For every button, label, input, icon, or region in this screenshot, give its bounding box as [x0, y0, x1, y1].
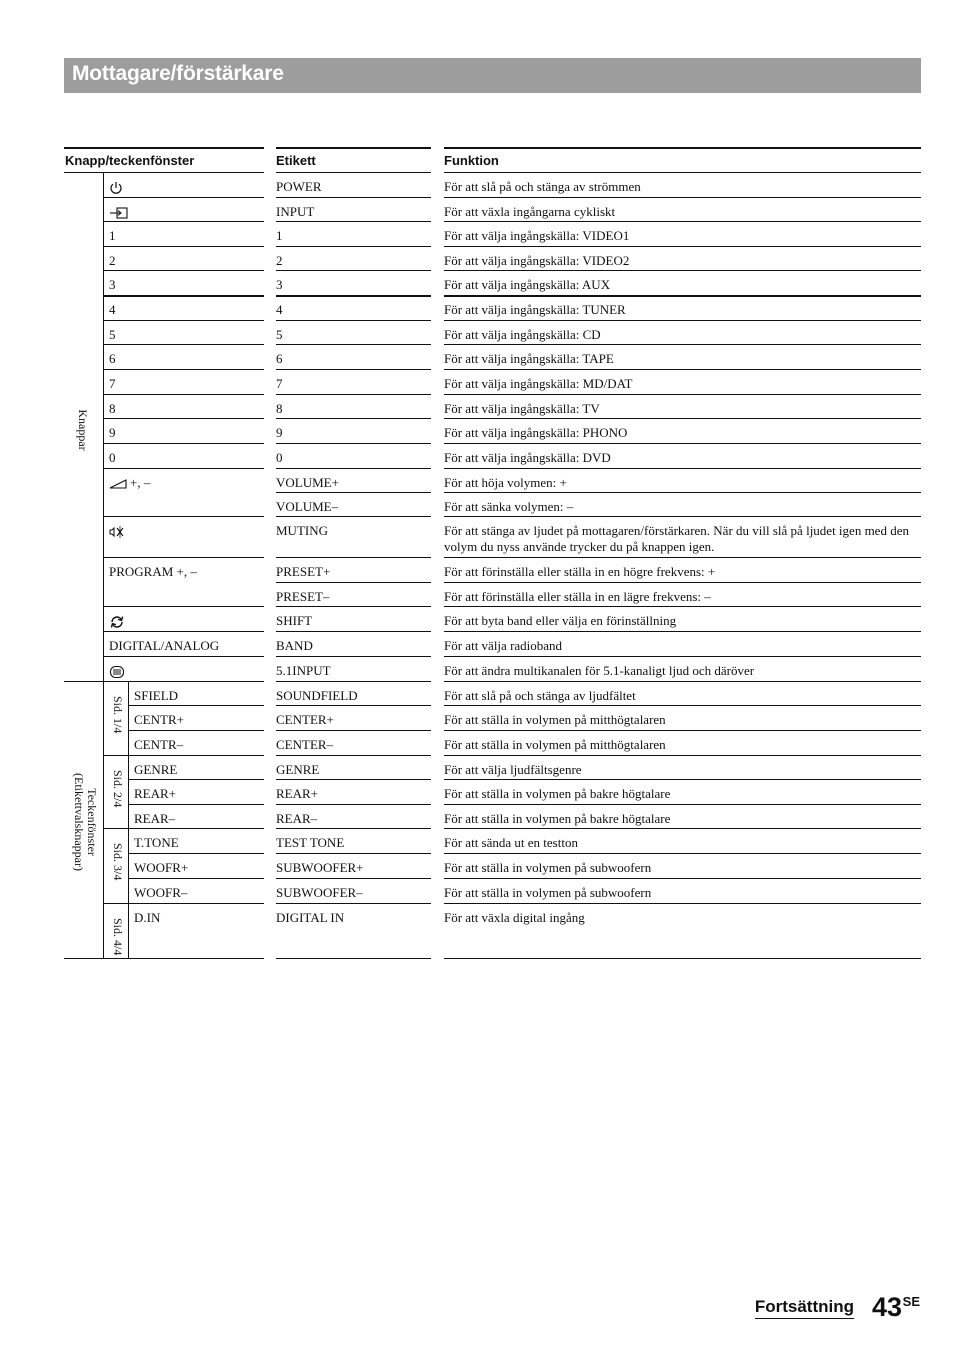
- button-cell-content: [109, 475, 150, 491]
- button-cell-content: [134, 860, 188, 876]
- table-row-label-cell: [276, 558, 431, 583]
- table-row-label-cell: [276, 395, 431, 419]
- button-text: 0: [109, 450, 116, 465]
- button-cell-content: [134, 688, 178, 704]
- table-row-button-cell: [103, 657, 264, 682]
- function-text: För att välja ingångskälla: MD/DAT: [444, 376, 633, 391]
- table-row-button-cell: [103, 271, 264, 296]
- table-row-function-cell: [444, 271, 921, 296]
- section-header-bar: [64, 58, 921, 93]
- table-row-button-cell: [103, 444, 264, 469]
- button-cell-content: [109, 376, 116, 392]
- label-text: PRESET+: [276, 564, 331, 579]
- muting-icon: [109, 525, 125, 539]
- label-text: CENTER–: [276, 737, 334, 752]
- table-row-label-cell: [276, 493, 431, 517]
- table-row-button-cell: [103, 345, 264, 370]
- table-row-button-cell: [103, 419, 264, 444]
- label-text: SOUNDFIELD: [276, 688, 358, 703]
- table-row-label-cell: [276, 271, 431, 296]
- label-text: SUBWOOFER–: [276, 885, 363, 900]
- function-text: För att ställa in volymen på mitthögtalaren: [444, 712, 666, 727]
- label-text: 0: [276, 450, 283, 465]
- table-row-label-cell: [276, 370, 431, 395]
- column-header-function: Funktion: [444, 147, 921, 173]
- table-row-button-cell: [103, 558, 264, 583]
- table-row-button-cell: [103, 173, 264, 198]
- button-cell-content: [134, 737, 183, 753]
- group-label-display-line2: (Etikettvalsknappar): [72, 773, 86, 871]
- button-text: 8: [109, 401, 116, 416]
- function-text: För att ställa in volymen på bakre högtalare: [444, 811, 671, 826]
- label-text: VOLUME+: [276, 475, 339, 490]
- table-row-label-cell: [276, 607, 431, 632]
- button-cell-content: [109, 638, 219, 654]
- button-cell-content: [134, 835, 179, 851]
- button-text: WOOFR–: [134, 885, 188, 900]
- table-row-button-cell: [128, 706, 264, 731]
- button-text: REAR–: [134, 811, 176, 826]
- label-text: 4: [276, 302, 283, 317]
- table-row-function-cell: [444, 854, 921, 879]
- table-row-label-cell: [276, 879, 431, 904]
- function-text: För att ställa in volymen på subwoofern: [444, 885, 652, 900]
- table-row-button-cell: [103, 370, 264, 395]
- table-row-button-cell: [103, 222, 264, 247]
- button-text: 1: [109, 228, 116, 243]
- group-divider: [276, 295, 431, 297]
- button-text: CENTR–: [134, 737, 184, 752]
- table-row-button-cell: [128, 780, 264, 805]
- table-row-label-cell: [276, 321, 431, 345]
- label-text: INPUT: [276, 204, 315, 219]
- group-column-divider: [103, 173, 104, 959]
- function-text: För att förinställa eller ställa in en högre frekvens: +: [444, 564, 716, 579]
- button-text: SFIELD: [134, 688, 179, 703]
- button-text: PROGRAM +, –: [109, 564, 197, 579]
- page-label: Sid. 4/4: [111, 918, 125, 956]
- function-text: För att förinställa eller ställa in en lägre frekvens: –: [444, 589, 711, 604]
- function-text: För att stänga av ljudet på mottagaren/förstärkaren. När du vill slå på ljudet igen med den volym du nyss använde trycker du på knappen igen.: [444, 523, 909, 554]
- table-row-button-cell: [103, 517, 264, 558]
- button-cell-content: [109, 450, 116, 466]
- table-row-function-cell: [444, 493, 921, 517]
- multichannel-icon: [109, 665, 125, 679]
- table-row-function-cell: [444, 395, 921, 419]
- shift-icon: [109, 614, 125, 630]
- table-row-function-cell: [444, 517, 921, 558]
- table-row-function-cell: [444, 805, 921, 829]
- label-text: TEST TONE: [276, 835, 345, 850]
- function-text: För att välja ingångskälla: AUX: [444, 277, 611, 292]
- button-text: 6: [109, 351, 116, 366]
- function-text: För att växla ingångarna cykliskt: [444, 204, 616, 219]
- table-row-function-cell: [444, 879, 921, 904]
- label-text: PRESET–: [276, 589, 330, 604]
- button-cell-content: [134, 910, 160, 926]
- table-row-label-cell: [276, 198, 431, 222]
- button-text: CENTR+: [134, 712, 184, 727]
- label-text: 1: [276, 228, 283, 243]
- button-text: WOOFR+: [134, 860, 189, 875]
- label-text: 9: [276, 425, 283, 440]
- table-row-function-cell: [444, 682, 921, 706]
- page-title: Mottagare/förstärkare: [72, 62, 284, 85]
- page-number: 43: [871, 1292, 902, 1322]
- button-cell-content: [109, 327, 116, 343]
- table-row-label-cell: [276, 756, 431, 780]
- button-cell-content: [109, 523, 125, 539]
- function-text: För att välja radioband: [444, 638, 563, 653]
- table-row-function-cell: [444, 829, 921, 854]
- function-text: För att sända ut en testton: [444, 835, 578, 850]
- button-text: 7: [109, 376, 116, 391]
- table-row-button-cell: [103, 493, 264, 517]
- table-row-function-cell: [444, 706, 921, 731]
- table-row-label-cell: [276, 904, 431, 959]
- button-cell-content: [109, 179, 123, 195]
- button-cell-content: [109, 253, 116, 269]
- table-row-button-cell: [103, 469, 264, 493]
- table-row-function-cell: [444, 657, 921, 682]
- button-cell-content: [109, 351, 116, 367]
- table-row-button-cell: [103, 395, 264, 419]
- table-row-label-cell: [276, 222, 431, 247]
- table-row-function-cell: [444, 469, 921, 493]
- table-row-button-cell: [103, 296, 264, 321]
- table-row-function-cell: [444, 345, 921, 370]
- button-cell-content: [109, 228, 116, 244]
- button-text: GENRE: [134, 762, 178, 777]
- function-text: För att ställa in volymen på mitthögtalaren: [444, 737, 666, 752]
- table-row-label-cell: [276, 173, 431, 198]
- page-separator: [103, 828, 128, 829]
- function-text: För att ändra multikanalen för 5.1-kanaligt ljud och däröver: [444, 663, 755, 678]
- table-row-label-cell: [276, 854, 431, 879]
- page-suffix: SE: [902, 1294, 920, 1309]
- column-header-button: Knapp/teckenfönster: [64, 147, 264, 173]
- table-row-button-cell: [103, 321, 264, 345]
- label-text: 6: [276, 351, 283, 366]
- table-row-function-cell: [444, 632, 921, 657]
- page-label: Sid. 3/4: [111, 843, 125, 881]
- table-row-function-cell: [444, 321, 921, 345]
- table-row-function-cell: [444, 583, 921, 607]
- function-text: För att sänka volymen: –: [444, 499, 574, 514]
- function-text: För att byta band eller välja en förinställning: [444, 613, 677, 628]
- button-cell-content: [134, 712, 184, 728]
- button-cell-content: [109, 613, 125, 630]
- table-row-button-cell: [103, 632, 264, 657]
- label-text: VOLUME–: [276, 499, 339, 514]
- table-row-button-cell: [128, 682, 264, 706]
- label-text: 5.1INPUT: [276, 663, 331, 678]
- table-row-function-cell: [444, 780, 921, 805]
- label-text: SUBWOOFER+: [276, 860, 364, 875]
- table-row-button-cell: [103, 607, 264, 632]
- function-text: För att växla digital ingång: [444, 910, 585, 925]
- table-row-label-cell: [276, 419, 431, 444]
- table-row-label-cell: [276, 706, 431, 731]
- table-row-label-cell: [276, 805, 431, 829]
- power-icon: [109, 181, 123, 195]
- page-separator: [103, 755, 128, 756]
- table-row-button-cell: [128, 854, 264, 879]
- group-separator: [64, 681, 264, 682]
- volume-icon: [109, 478, 127, 490]
- table-row-function-cell: [444, 558, 921, 583]
- function-text: För att slå på och stänga av ljudfältet: [444, 688, 636, 703]
- table-row-label-cell: [276, 682, 431, 706]
- group-label-display: [72, 762, 98, 882]
- table-row-button-cell: [103, 198, 264, 222]
- label-text: 8: [276, 401, 283, 416]
- button-text: REAR+: [134, 786, 177, 801]
- button-text: +, –: [130, 475, 151, 490]
- button-text: 5: [109, 327, 116, 342]
- function-text: För att välja ingångskälla: CD: [444, 327, 601, 342]
- table-row-function-cell: [444, 419, 921, 444]
- label-text: 2: [276, 253, 283, 268]
- button-text: 2: [109, 253, 116, 268]
- table-row-label-cell: [276, 829, 431, 854]
- page-column-divider: [128, 682, 129, 959]
- continued-label: Fortsättning: [755, 1297, 854, 1319]
- table-row-button-cell: [128, 904, 264, 959]
- label-text: GENRE: [276, 762, 320, 777]
- label-text: REAR+: [276, 786, 319, 801]
- table-row-label-cell: [276, 657, 431, 682]
- table-row-label-cell: [276, 517, 431, 558]
- table-row-button-cell: [128, 756, 264, 780]
- button-cell-content: [134, 762, 177, 778]
- table-row-button-cell: [128, 829, 264, 854]
- button-cell-content: [109, 401, 116, 417]
- function-text: För att höja volymen: +: [444, 475, 567, 490]
- table-row-function-cell: [444, 173, 921, 198]
- button-cell-content: [109, 564, 197, 580]
- table-row-function-cell: [444, 731, 921, 756]
- function-text: För att slå på och stänga av strömmen: [444, 179, 641, 194]
- button-cell-content: [109, 204, 129, 220]
- label-text: 5: [276, 327, 283, 342]
- page-label: Sid. 2/4: [111, 770, 125, 808]
- button-cell-content: [109, 277, 116, 293]
- group-label-buttons: Knappar: [76, 409, 90, 451]
- label-text: POWER: [276, 179, 322, 194]
- table-row-function-cell: [444, 370, 921, 395]
- group-label-display-line1: Teckenfönster: [85, 788, 99, 856]
- table-bottom-rule: [64, 958, 264, 959]
- column-header-label: Etikett: [276, 147, 431, 173]
- button-text: 9: [109, 425, 116, 440]
- label-text: BAND: [276, 638, 313, 653]
- table-row-function-cell: [444, 607, 921, 632]
- table-row-button-cell: [103, 247, 264, 271]
- table-row-label-cell: [276, 247, 431, 271]
- table-row-function-cell: [444, 247, 921, 271]
- table-row-label-cell: [276, 345, 431, 370]
- label-text: 3: [276, 277, 283, 292]
- button-cell-content: [109, 425, 116, 441]
- button-cell-content: [134, 885, 187, 901]
- group-divider: [444, 295, 921, 297]
- table-row-label-cell: [276, 469, 431, 493]
- button-cell-content: [134, 811, 175, 827]
- table-row-button-cell: [128, 731, 264, 756]
- button-cell-content: [109, 663, 125, 679]
- table-row-label-cell: [276, 296, 431, 321]
- label-text: SHIFT: [276, 613, 313, 628]
- table-row-label-cell: [276, 731, 431, 756]
- table-row-label-cell: [276, 444, 431, 469]
- function-text: För att välja ingångskälla: TV: [444, 401, 600, 416]
- button-text: 4: [109, 302, 116, 317]
- label-text: MUTING: [276, 523, 328, 538]
- label-text: REAR–: [276, 811, 318, 826]
- input-icon: [109, 206, 129, 220]
- button-text: 3: [109, 277, 116, 292]
- label-text: 7: [276, 376, 283, 391]
- table-row-label-cell: [276, 780, 431, 805]
- button-text: DIGITAL/ANALOG: [109, 638, 220, 653]
- function-text: För att välja ljudfältsgenre: [444, 762, 582, 777]
- table-row-label-cell: [276, 632, 431, 657]
- table-row-function-cell: [444, 198, 921, 222]
- button-cell-content: [109, 302, 116, 318]
- button-text: T.TONE: [134, 835, 179, 850]
- function-text: För att välja ingångskälla: VIDEO1: [444, 228, 630, 243]
- table-row-button-cell: [128, 805, 264, 829]
- label-text: DIGITAL IN: [276, 910, 345, 925]
- function-text: För att ställa in volymen på subwoofern: [444, 860, 652, 875]
- function-text: För att välja ingångskälla: TUNER: [444, 302, 626, 317]
- table-row-button-cell: [103, 583, 264, 607]
- table-row-function-cell: [444, 904, 921, 959]
- table-row-button-cell: [128, 879, 264, 904]
- page-separator: [103, 903, 128, 904]
- function-text: För att välja ingångskälla: TAPE: [444, 351, 614, 366]
- group-divider: [103, 295, 264, 297]
- table-row-label-cell: [276, 583, 431, 607]
- table-row-function-cell: [444, 296, 921, 321]
- function-text: För att välja ingångskälla: DVD: [444, 450, 611, 465]
- function-text: För att välja ingångskälla: VIDEO2: [444, 253, 630, 268]
- function-text: För att ställa in volymen på bakre högtalare: [444, 786, 671, 801]
- function-text: För att välja ingångskälla: PHONO: [444, 425, 628, 440]
- table-row-function-cell: [444, 222, 921, 247]
- page-label: Sid. 1/4: [111, 696, 125, 734]
- button-text: D.IN: [134, 910, 161, 925]
- table-row-function-cell: [444, 756, 921, 780]
- label-text: CENTER+: [276, 712, 334, 727]
- table-row-function-cell: [444, 444, 921, 469]
- button-cell-content: [134, 786, 176, 802]
